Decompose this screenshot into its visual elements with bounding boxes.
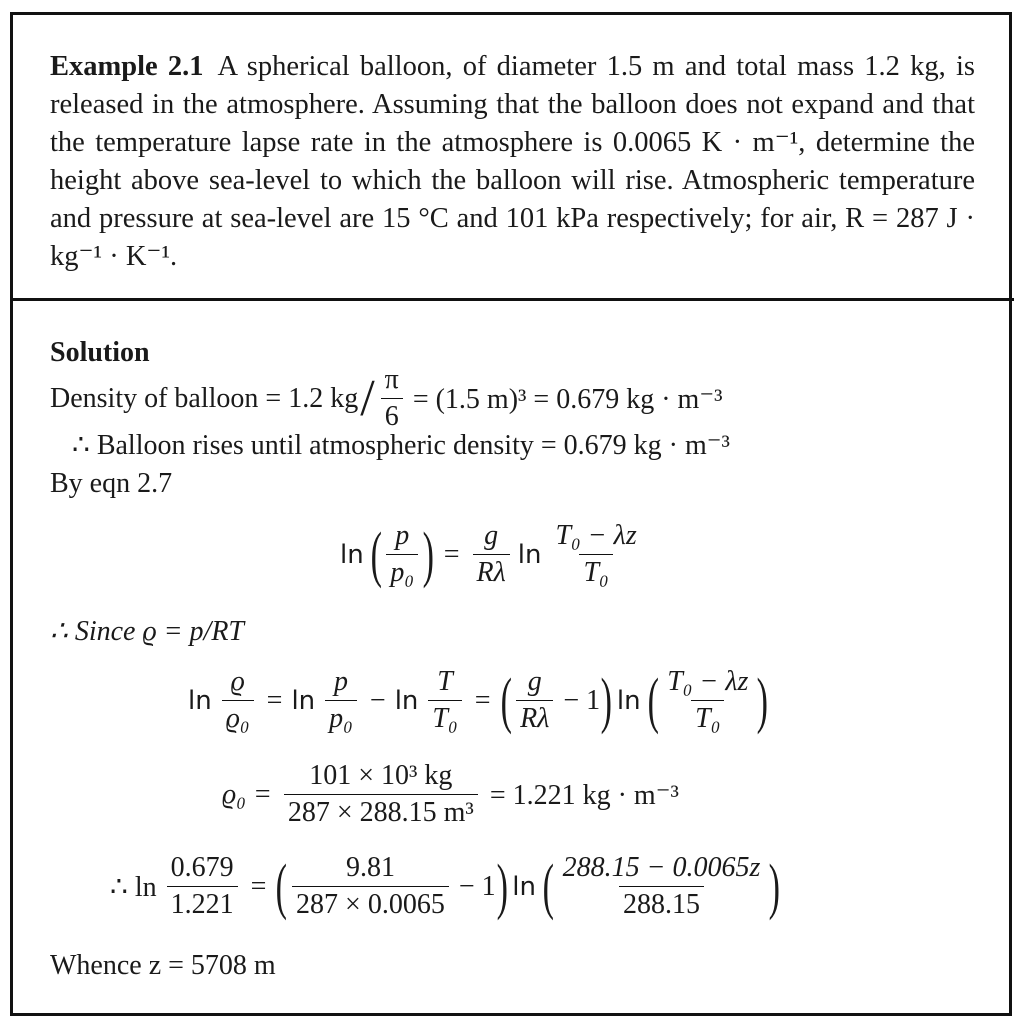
p0-den: p₀ <box>386 554 418 589</box>
g-over-rlambda <box>473 520 510 589</box>
rho0-result: = 1.221 kg · m⁻³ <box>489 779 679 811</box>
p-num-2: p <box>334 666 349 697</box>
rises-line: ∴ Balloon rises until atmospheric density = 0.679 kg · m⁻³ <box>72 430 730 461</box>
temp-ratio <box>551 520 640 589</box>
t-num: T <box>437 666 453 697</box>
right-paren-4: ) <box>496 852 508 921</box>
density-suffix: = (1.5 m)³ = 0.679 kg · m⁻³ <box>412 383 723 415</box>
t-over-t0 <box>428 666 461 735</box>
rlambda-den: Rλ <box>473 554 510 589</box>
left-paren-5: ( <box>542 852 555 921</box>
problem-statement <box>50 48 975 276</box>
right-paren-2: ) <box>600 666 613 735</box>
equals-1: = <box>266 684 283 716</box>
temp-ratio-numeric <box>559 852 765 921</box>
pi-symbol: π <box>384 364 399 395</box>
problem-text: A spherical balloon, of diameter 1.5 m and total mass 1.2 kg, is released in the atmosphere. Assuming that the balloon does not expand and that the temperature lapse rate in the atmosphere is 0.0065 K · m⁻¹, determine the height above sea-level to which the balloon will rise. Atmospheric temperature and pressure at sea-level are 15 °C and 101 kPa respectively; for air, R = 287 J · kg⁻¹ · K⁻¹. <box>50 51 976 272</box>
ln-t: ln <box>394 685 419 716</box>
since-line: ∴ Since ϱ = p/RT <box>50 616 245 647</box>
p-over-p0-2 <box>325 666 357 735</box>
density-prefix: Density of balloon = 1.2 kg <box>50 382 359 414</box>
fraction-slash: / <box>360 370 375 427</box>
minus-one-2: − 1 <box>458 870 496 902</box>
temp-den: T₀ <box>579 554 612 589</box>
equals-sign: = <box>443 538 460 570</box>
ln-rho: ln <box>188 685 212 716</box>
left-paren: ( <box>370 520 382 589</box>
num2: 9.81 <box>345 852 395 883</box>
section-divider <box>10 298 1014 301</box>
left-paren-2: ( <box>500 666 512 735</box>
ln-p: ln <box>291 685 316 716</box>
minus-sign: − <box>369 684 386 716</box>
solution-title: Solution <box>50 337 150 368</box>
equals-2: = <box>474 684 491 716</box>
right-paren: ) <box>422 520 435 589</box>
pi-over-six <box>381 364 403 433</box>
equation-2-7 <box>340 520 645 589</box>
ln-temp: ln <box>616 685 641 716</box>
rho0-fraction <box>284 760 478 829</box>
g-num-2: g <box>527 666 542 697</box>
by-eqn-line: By eqn 2.7 <box>50 468 173 499</box>
p0-den-2: p₀ <box>325 700 357 735</box>
temp-num-2: T₀ − λz <box>667 666 749 697</box>
g-over-rlambda-2 <box>516 666 553 735</box>
num3: 288.15 − 0.0065z <box>562 852 761 883</box>
den2: 287 × 0.0065 <box>292 886 449 921</box>
rho0-den: 287 × 288.15 m³ <box>284 794 478 829</box>
ln-symbol: ln <box>340 539 364 570</box>
left-paren-4: ( <box>276 852 288 921</box>
whence-line: Whence z = 5708 m <box>50 950 276 981</box>
right-paren-3: ) <box>757 666 769 735</box>
density-ratio-equation <box>188 666 769 735</box>
rho-over-rho0 <box>222 666 254 735</box>
g-ratio-numeric <box>292 852 449 921</box>
rho0-num: 101 × 10³ kg <box>309 760 453 791</box>
rho0-lhs: ϱ₀ = <box>222 778 272 810</box>
rlambda-den-2: Rλ <box>516 700 553 735</box>
six-value: 6 <box>381 398 403 433</box>
therefore-ln: ∴ ln <box>110 871 157 903</box>
den3: 288.15 <box>619 886 704 921</box>
right-paren-5: ) <box>769 852 781 921</box>
rho0-den: ϱ₀ <box>222 700 254 735</box>
minus-one: − 1 <box>563 684 601 716</box>
left-paren-3: ( <box>647 666 659 735</box>
density-ratio-numeric <box>167 852 238 921</box>
p-over-p0 <box>386 520 418 589</box>
den1: 1.221 <box>167 886 238 921</box>
temp-den-2: T₀ <box>691 700 724 735</box>
numeric-equation <box>110 852 781 921</box>
sea-level-density-equation <box>222 760 679 829</box>
num1: 0.679 <box>170 852 234 883</box>
g-num: g <box>484 520 499 551</box>
rho-num: ϱ <box>230 666 245 697</box>
density-line <box>50 364 723 433</box>
ln-symbol-2: ln <box>517 539 542 570</box>
temp-ratio-2 <box>663 666 752 735</box>
temp-num: T₀ − λz <box>555 520 637 551</box>
equals-3: = <box>250 870 267 902</box>
ln-numeric: ln <box>512 871 536 902</box>
example-label: Example 2.1 <box>50 51 204 82</box>
p-num: p <box>395 520 410 551</box>
t0-den: T₀ <box>428 700 461 735</box>
